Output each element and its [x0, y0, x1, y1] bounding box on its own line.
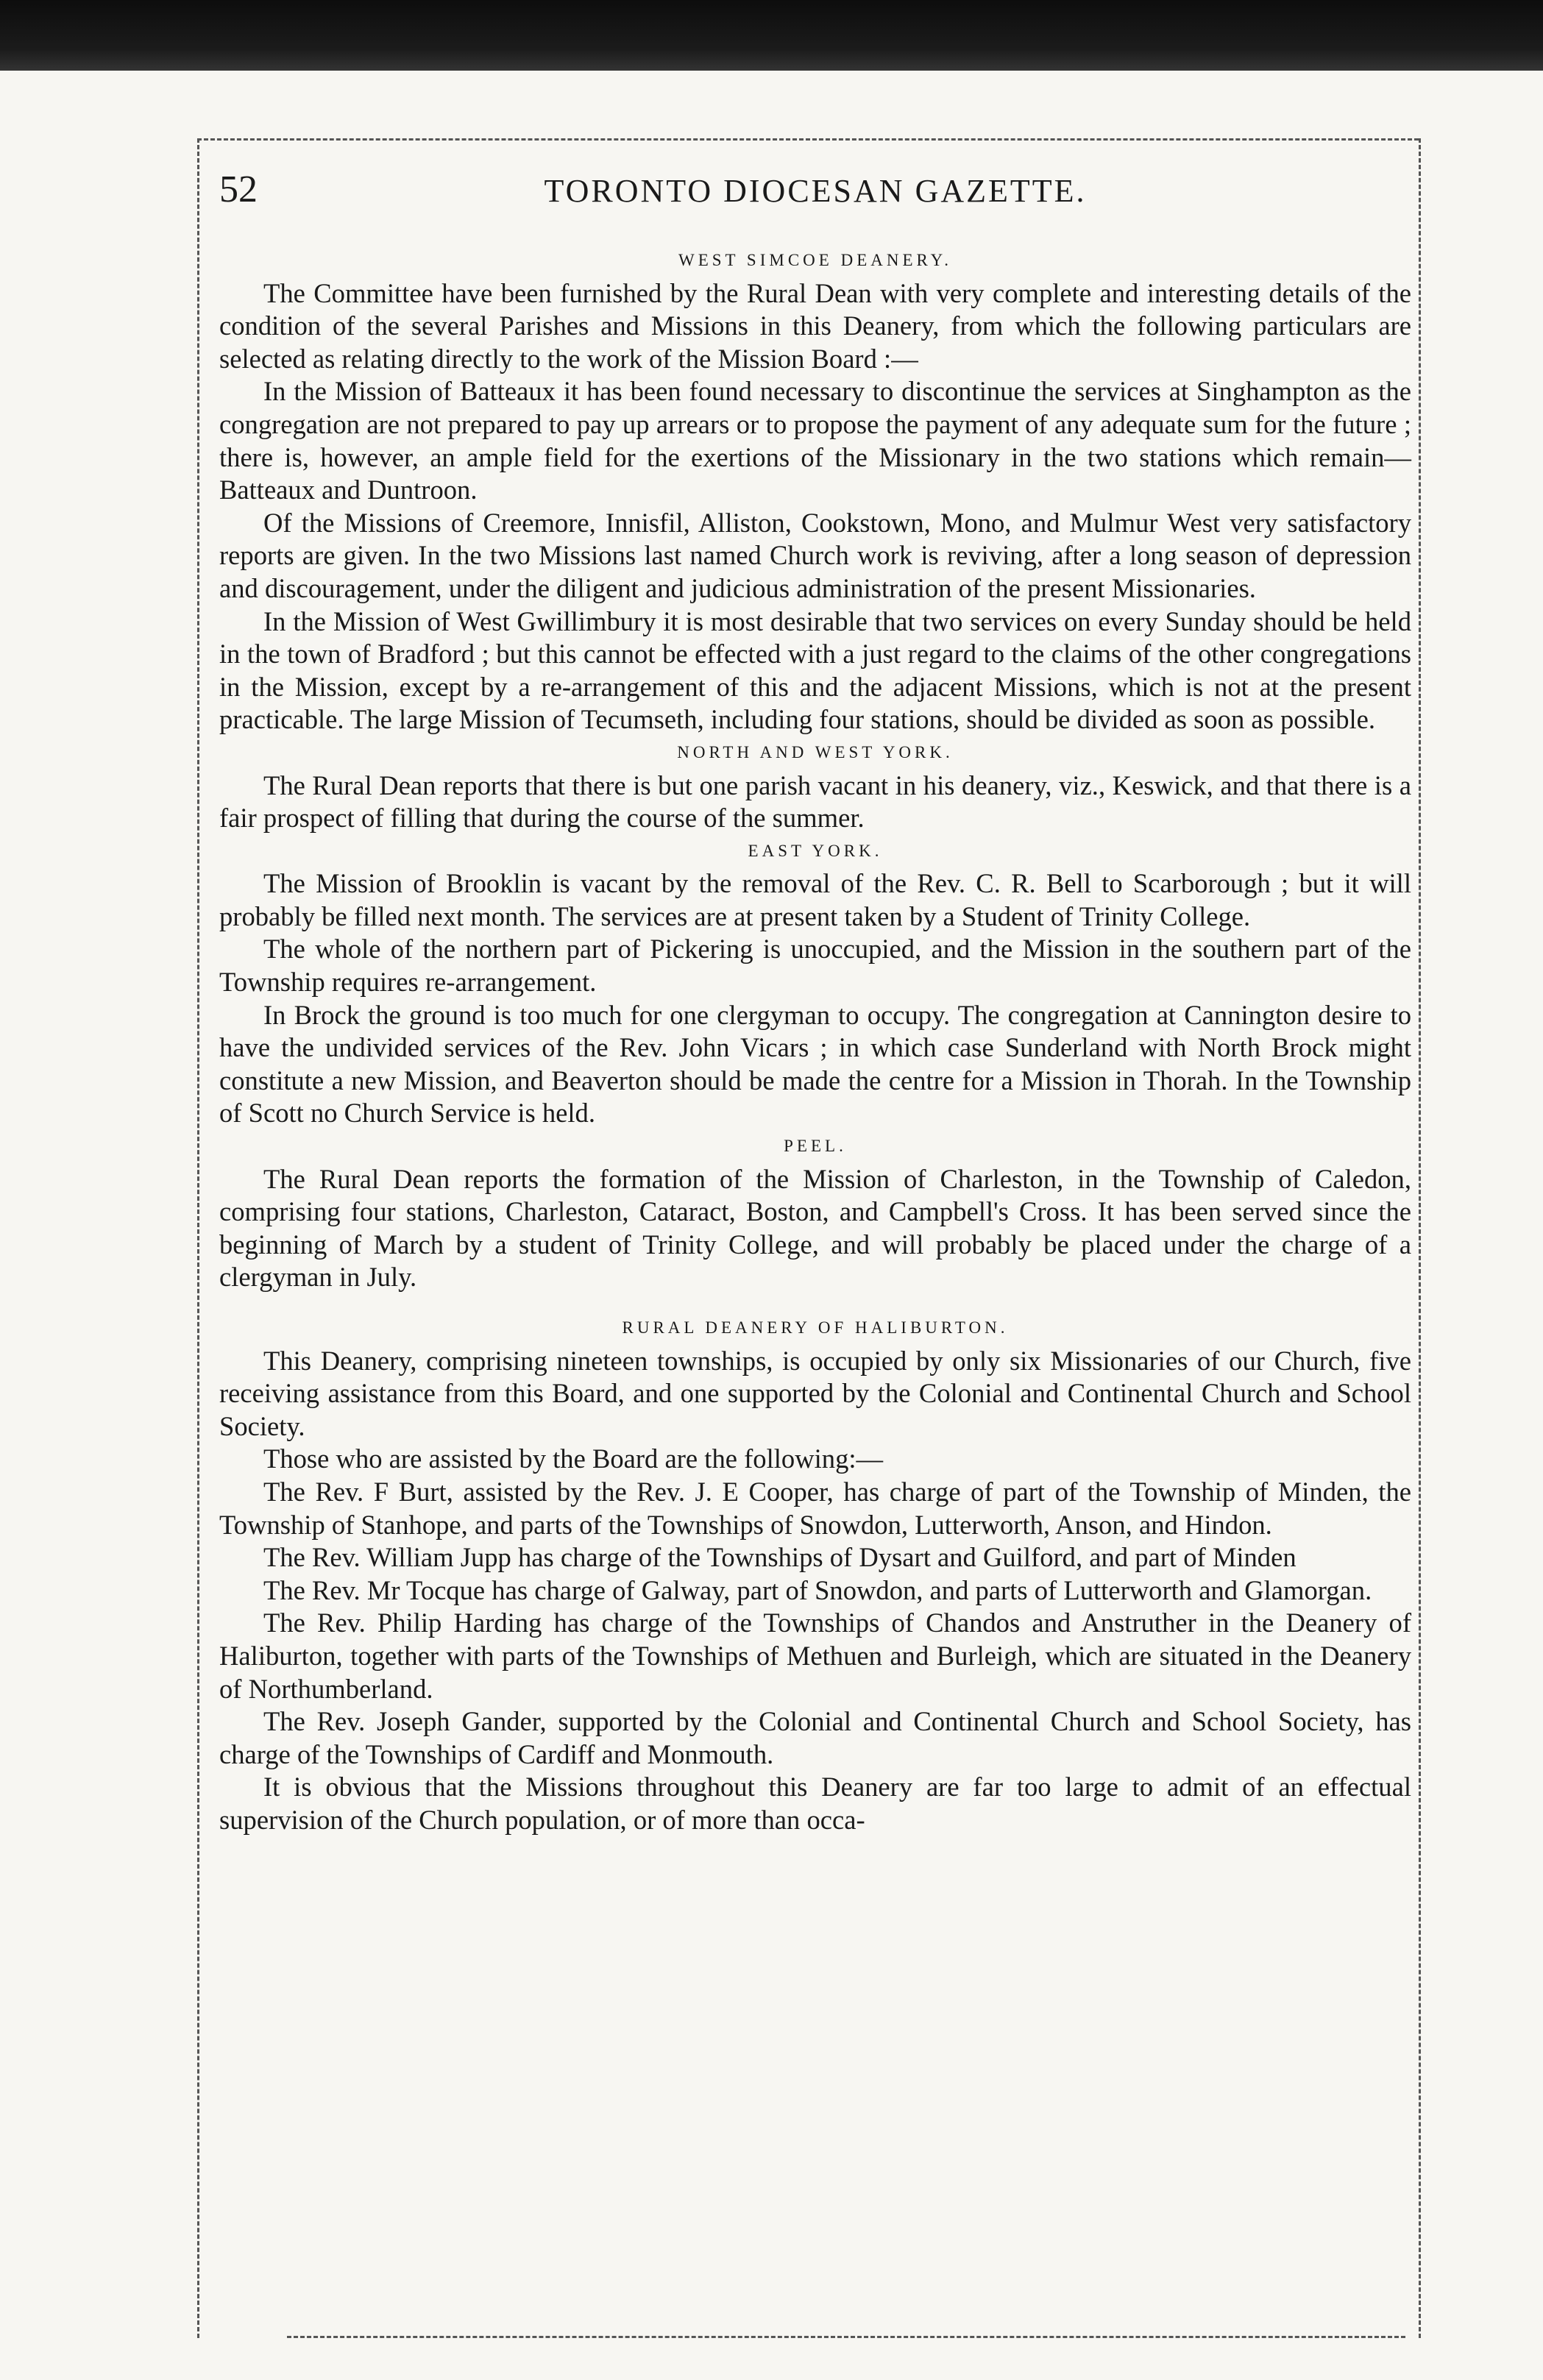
paragraph: The whole of the northern part of Pickering is unoccupied, and the Mission in the southern part of the Township requires re-arrangement.	[219, 934, 1411, 998]
scan-edge-bar	[0, 0, 1543, 71]
paragraph: Of the Missions of Creemore, Innisfil, Alliston, Cookstown, Mono, and Mulmur West very satisfactory reports are given. In the two Missions last named Church work is reviving, after a long season of depression and discouragement, under the diligent and judicious administration of the present Missionaries.	[219, 507, 1411, 603]
text-column	[219, 244, 1411, 1837]
section-heading-east-york: EAST YORK.	[748, 841, 883, 860]
paragraph: Those who are assisted by the Board are the following:—	[263, 1443, 884, 1474]
paragraph: The Rev. Joseph Gander, supported by the Colonial and Continental Church and School Society, has charge of the Townships of Cardiff and Monmouth.	[219, 1706, 1411, 1769]
section-heading-haliburton: RURAL DEANERY OF HALIBURTON.	[622, 1318, 1009, 1337]
paragraph: In the Mission of Batteaux it has been found necessary to discontinue the services at Singhampton as the congregation are not prepared to pay up arrears or to propose the payment of any adequate sum for the future ; there is, however, an ample field for the exertions of the Missionary in the two stations which remain—Batteaux and Duntroon.	[219, 376, 1411, 505]
paragraph: The Rural Dean reports that there is but one parish vacant in his deanery, viz., Keswick, and that there is a fair prospect of filling that during the course of the summer.	[219, 770, 1411, 834]
left-border-rule	[197, 138, 199, 2338]
section-heading-west-simcoe: WEST SIMCOE DEANERY.	[678, 251, 952, 269]
right-border-rule	[1419, 138, 1421, 2338]
paragraph: The Rev. William Jupp has charge of the Townships of Dysart and Guilford, and part of Minden	[263, 1542, 1297, 1573]
top-border-rule	[197, 138, 1419, 141]
paragraph: It is obvious that the Missions throughout this Deanery are far too large to admit of an effectual supervision of the Church population, or of more than occa-	[219, 1772, 1411, 1835]
paragraph: The Committee have been furnished by the Rural Dean with very complete and interesting details of the condition of the several Parishes and Missions in this Deanery, from which the following particulars are selected as relating directly to the work of the Mission Board :—	[219, 277, 1411, 374]
paragraph: The Rural Dean reports the formation of the Mission of Charleston, in the Township of Caledon, comprising four stations, Charleston, Cataract, Boston, and Campbell's Cross. It has been served since the beginning of March by a student of Trinity College, and will probably be placed under the charge of a clergyman in July.	[219, 1163, 1411, 1293]
paragraph: The Mission of Brooklin is vacant by the removal of the Rev. C. R. Bell to Scarborough ; but it will probably be filled next month. The services are at present taken by a Student of Trinity College.	[219, 868, 1411, 931]
bottom-border-rule	[287, 2336, 1405, 2338]
page-number: 52	[219, 168, 258, 210]
paragraph: The Rev. Philip Harding has charge of the Townships of Chandos and Anstruther in the Deanery of Haliburton, together with parts of the Townships of Methuen and Burleigh, which are situated in the Deanery of Northumberland.	[219, 1608, 1411, 1704]
paragraph: This Deanery, comprising nineteen townships, is occupied by only six Missionaries of our Church, five receiving assistance from this Board, and one supported by the Colonial and Continental Church and School Society.	[219, 1345, 1411, 1441]
section-heading-peel: PEEL.	[784, 1137, 847, 1156]
running-header	[219, 168, 1411, 219]
section-heading-north-west-york: NORTH AND WEST YORK.	[677, 742, 954, 761]
paragraph: In Brock the ground is too much for one clergyman to occupy. The congregation at Cannington desire to have the undivided services of the Rev. John Vicars ; in which case Sunderland with North Brock might constitute a new Mission, and Beaverton should be made the centre for a Mission in Thorah. In the Township of Scott no Church Service is held.	[219, 999, 1411, 1129]
paragraph: In the Mission of West Gwillimbury it is most desirable that two services on every Sunday should be held in the town of Bradford ; but this cannot be effected with a just regard to the claims of the other congregations in the Mission, except by a re-arrangement of this and the adjacent Missions, which is not at the present practicable. The large Mission of Tecumseth, including four stations, should be divided as soon as possible.	[219, 605, 1411, 735]
paragraph: The Rev. F Burt, assisted by the Rev. J. E Cooper, has charge of part of the Township of Minden, the Township of Stanhope, and parts of the Townships of Snowdon, Lutterworth, Anson, and Hindon.	[219, 1476, 1411, 1540]
running-title: TORONTO DIOCESAN GAZETTE.	[544, 173, 1087, 209]
paragraph: The Rev. Mr Tocque has charge of Galway, part of Snowdon, and parts of Lutterworth and Glamorgan.	[263, 1574, 1372, 1605]
